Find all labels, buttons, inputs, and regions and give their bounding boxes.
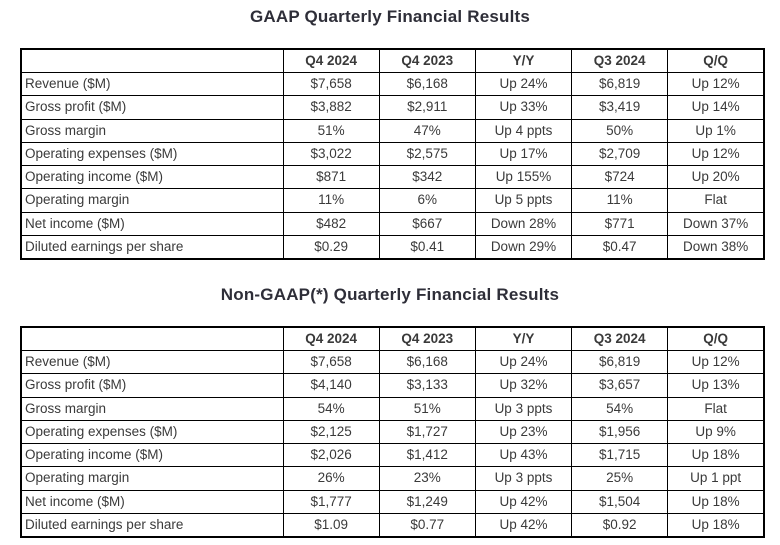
table-cell: 51% — [379, 397, 475, 420]
column-header: Q4 2024 — [283, 49, 379, 73]
table-cell: $1.09 — [283, 513, 379, 537]
table-cell: 50% — [572, 119, 668, 142]
row-label: Operating margin — [21, 467, 283, 490]
row-label: Net income ($M) — [21, 212, 283, 235]
table-cell: Up 42% — [475, 490, 571, 513]
row-label: Operating income ($M) — [21, 444, 283, 467]
table-cell: $0.47 — [572, 235, 668, 259]
table-cell: $0.77 — [379, 513, 475, 537]
row-label: Revenue ($M) — [21, 73, 283, 96]
table-cell: $1,727 — [379, 420, 475, 443]
table-cell: $0.92 — [572, 513, 668, 537]
table-cell: $1,956 — [572, 420, 668, 443]
row-label: Operating expenses ($M) — [21, 420, 283, 443]
table-cell: $1,777 — [283, 490, 379, 513]
table-row — [21, 374, 764, 397]
table-cell: Flat — [668, 397, 764, 420]
table-row — [21, 235, 764, 259]
table-cell: Up 43% — [475, 444, 571, 467]
row-label: Gross margin — [21, 397, 283, 420]
table-cell: $6,168 — [379, 351, 475, 374]
table-cell: $2,911 — [379, 96, 475, 119]
table-cell: $771 — [572, 212, 668, 235]
table-cell: Up 33% — [475, 96, 571, 119]
table-cell: 11% — [572, 189, 668, 212]
row-label: Operating margin — [21, 189, 283, 212]
table-cell: Up 5 ppts — [475, 189, 571, 212]
table-cell: 25% — [572, 467, 668, 490]
table-cell: Up 12% — [668, 351, 764, 374]
row-label: Gross margin — [21, 119, 283, 142]
table-cell: 23% — [379, 467, 475, 490]
table-cell: $3,419 — [572, 96, 668, 119]
row-label: Gross profit ($M) — [21, 374, 283, 397]
table-cell: $6,168 — [379, 73, 475, 96]
column-header: Y/Y — [475, 327, 571, 351]
table-row — [21, 96, 764, 119]
table-cell: $2,575 — [379, 142, 475, 165]
table-row — [21, 189, 764, 212]
table-row — [21, 467, 764, 490]
table-cell: $4,140 — [283, 374, 379, 397]
table-row — [21, 420, 764, 443]
column-header: Q3 2024 — [572, 49, 668, 73]
table-cell: Down 29% — [475, 235, 571, 259]
row-label-column-header — [21, 327, 283, 351]
table-cell: $1,715 — [572, 444, 668, 467]
table-cell: Up 1 ppt — [668, 467, 764, 490]
table-cell: $724 — [572, 166, 668, 189]
table-cell: Up 17% — [475, 142, 571, 165]
row-label: Gross profit ($M) — [21, 96, 283, 119]
table-cell: $1,249 — [379, 490, 475, 513]
row-label-column-header — [21, 49, 283, 73]
table-cell: 54% — [283, 397, 379, 420]
table-cell: $342 — [379, 166, 475, 189]
table-cell: $0.29 — [283, 235, 379, 259]
row-label: Diluted earnings per share — [21, 513, 283, 537]
table-cell: Down 28% — [475, 212, 571, 235]
table-cell: $6,819 — [572, 351, 668, 374]
non-gaap-results-section — [0, 285, 780, 538]
table-cell: Up 14% — [668, 96, 764, 119]
row-label: Operating expenses ($M) — [21, 142, 283, 165]
table-cell: 47% — [379, 119, 475, 142]
table-row — [21, 212, 764, 235]
table-cell: Flat — [668, 189, 764, 212]
table-cell: Up 23% — [475, 420, 571, 443]
table-cell: Up 155% — [475, 166, 571, 189]
table-row — [21, 73, 764, 96]
table-cell: $1,412 — [379, 444, 475, 467]
table-cell: Up 12% — [668, 142, 764, 165]
table-cell: Up 1% — [668, 119, 764, 142]
header-row — [21, 49, 764, 73]
table-cell: 26% — [283, 467, 379, 490]
table-cell: $2,125 — [283, 420, 379, 443]
non-gaap-results-table — [20, 326, 765, 538]
row-label: Operating income ($M) — [21, 166, 283, 189]
table-cell: $1,504 — [572, 490, 668, 513]
table-cell: Up 18% — [668, 513, 764, 537]
table-cell: Up 13% — [668, 374, 764, 397]
row-label: Diluted earnings per share — [21, 235, 283, 259]
table-cell: $0.41 — [379, 235, 475, 259]
table-cell: Down 38% — [668, 235, 764, 259]
column-header: Q4 2023 — [379, 327, 475, 351]
column-header: Q4 2024 — [283, 327, 379, 351]
table-row — [21, 166, 764, 189]
table-cell: $3,882 — [283, 96, 379, 119]
table-cell: Up 3 ppts — [475, 467, 571, 490]
table-row — [21, 513, 764, 537]
table-cell: $3,022 — [283, 142, 379, 165]
table-row — [21, 444, 764, 467]
table-cell: Up 32% — [475, 374, 571, 397]
table-cell: $667 — [379, 212, 475, 235]
table-cell: Up 20% — [668, 166, 764, 189]
column-header: Y/Y — [475, 49, 571, 73]
table-row — [21, 119, 764, 142]
header-row — [21, 327, 764, 351]
column-header: Q3 2024 — [572, 327, 668, 351]
table-cell: $3,133 — [379, 374, 475, 397]
table-cell: Up 12% — [668, 73, 764, 96]
table-cell: $6,819 — [572, 73, 668, 96]
table-cell: Up 18% — [668, 444, 764, 467]
table-cell: Up 18% — [668, 490, 764, 513]
table-row — [21, 490, 764, 513]
table-cell: Up 42% — [475, 513, 571, 537]
table-cell: $7,658 — [283, 351, 379, 374]
table-row — [21, 351, 764, 374]
table-cell: $871 — [283, 166, 379, 189]
table-cell: $2,709 — [572, 142, 668, 165]
table-cell: $482 — [283, 212, 379, 235]
column-header: Q4 2023 — [379, 49, 475, 73]
table-cell: Up 4 ppts — [475, 119, 571, 142]
table-cell: Up 24% — [475, 73, 571, 96]
table-cell: $3,657 — [572, 374, 668, 397]
table-cell: $7,658 — [283, 73, 379, 96]
table-cell: 51% — [283, 119, 379, 142]
table-row — [21, 397, 764, 420]
gaap-results-table — [20, 48, 765, 260]
table-cell: Down 37% — [668, 212, 764, 235]
gaap-table-title: GAAP Quarterly Financial Results — [249, 7, 531, 26]
table-row — [21, 142, 764, 165]
table-cell: Up 3 ppts — [475, 397, 571, 420]
table-cell: Up 24% — [475, 351, 571, 374]
table-cell: 54% — [572, 397, 668, 420]
column-header: Q/Q — [668, 327, 764, 351]
column-header: Q/Q — [668, 49, 764, 73]
table-cell: 6% — [379, 189, 475, 212]
non-gaap-table-title: Non-GAAP(*) Quarterly Financial Results — [220, 284, 560, 304]
table-cell: Up 9% — [668, 420, 764, 443]
gaap-results-section — [0, 7, 780, 260]
table-cell: $2,026 — [283, 444, 379, 467]
row-label: Revenue ($M) — [21, 351, 283, 374]
table-cell: 11% — [283, 189, 379, 212]
row-label: Net income ($M) — [21, 490, 283, 513]
